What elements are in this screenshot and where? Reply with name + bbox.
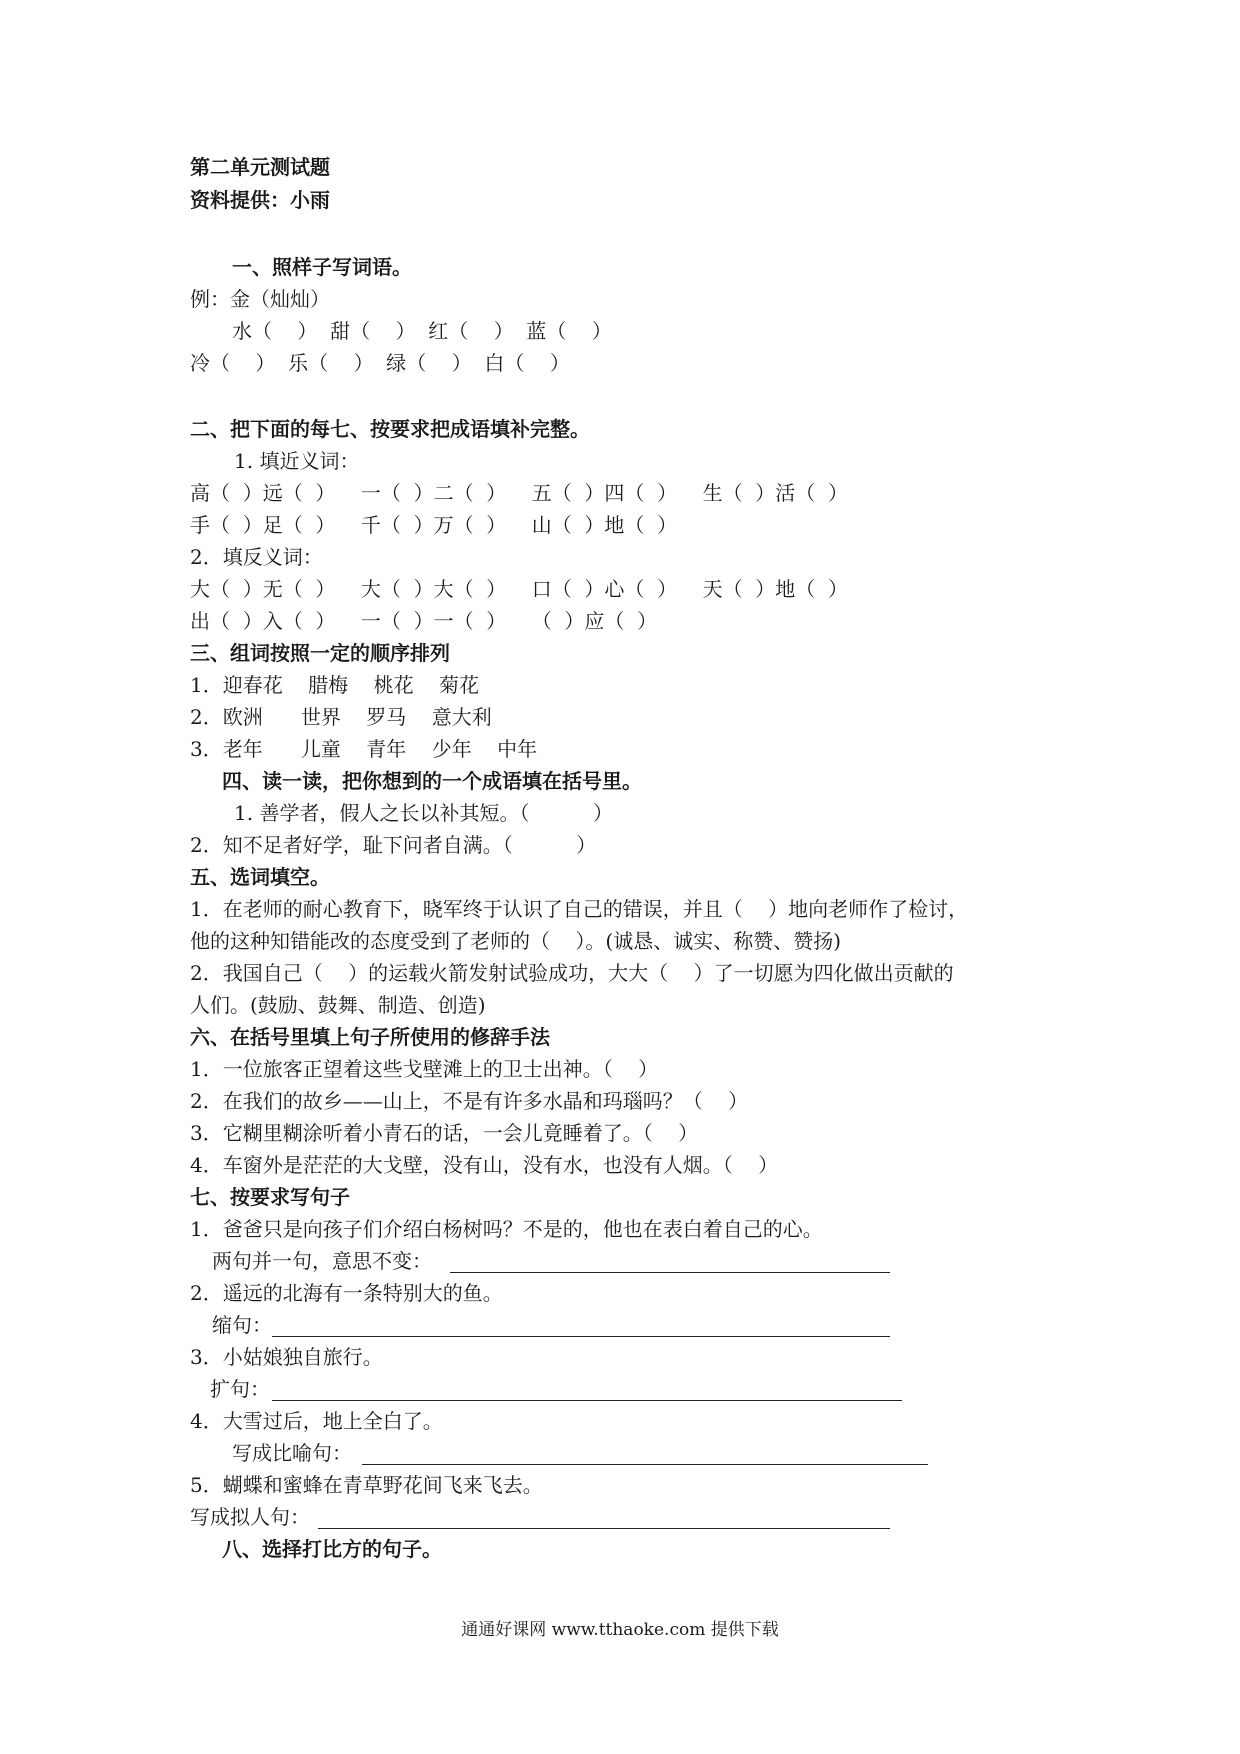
section-4-heading: 四、读一读，把你想到的一个成语填在括号里。 <box>222 769 642 793</box>
answer-line-3[interactable] <box>272 1400 902 1401</box>
section-6-item-1: 1．一位旅客正望着这些戈壁滩上的卫士出神。（ ） <box>190 1057 659 1081</box>
section-8-heading: 八、选择打比方的句子。 <box>222 1537 442 1561</box>
section-2-heading: 二、把下面的每七、按要求把成语填补完整。 <box>190 417 590 441</box>
section-3-heading: 三、组词按照一定的顺序排列 <box>190 641 450 665</box>
section-5-line-3: 2．我国自己（ ）的运载火箭发射试验成功，大大（ ）了一切愿为四化做出贡献的 <box>190 961 954 985</box>
section-7-prompt-4: 写成比喻句： <box>232 1441 352 1465</box>
section-1-example: 例：金（灿灿） <box>190 287 330 311</box>
section-4-item-2: 2．知不足者好学，耻下问者自满。（ ） <box>190 833 597 857</box>
answer-line-5[interactable] <box>318 1528 890 1529</box>
source-line: 资料提供：小雨 <box>190 188 330 212</box>
section-7-prompt-3: 扩句： <box>210 1377 270 1401</box>
section-4-item-1: 1. 善学者，假人之长以补其短。（ ） <box>234 801 614 825</box>
section-2-row-2: 手（ ）足（ ） 千（ ）万（ ） 山（ ）地（ ） <box>190 513 678 537</box>
section-7-question-3: 3．小姑娘独自旅行。 <box>190 1345 383 1369</box>
section-6-item-3: 3．它糊里糊涂听着小青石的话，一会儿竟睡着了。（ ） <box>190 1121 699 1145</box>
section-5-line-2: 他的这种知错能改的态度受到了老师的（ ）。(诚恳、诚实、称赞、赞扬) <box>190 929 842 953</box>
answer-line-2[interactable] <box>272 1336 890 1337</box>
section-5-line-4: 人们。(鼓励、鼓舞、制造、创造) <box>190 993 486 1017</box>
section-3-item-1: 1．迎春花 腊梅 桃花 菊花 <box>190 673 480 697</box>
section-2-row-4: 出（ ）入（ ） 一（ ）一（ ） （ ）应（ ） <box>190 609 658 633</box>
section-7-question-4: 4．大雪过后，地上全白了。 <box>190 1409 443 1433</box>
section-2-sub-2: 2．填反义词： <box>190 545 323 569</box>
page-title: 第二单元测试题 <box>190 155 330 179</box>
section-7-prompt-1: 两句并一句，意思不变： <box>212 1249 432 1273</box>
section-6-item-4: 4．车窗外是茫茫的大戈壁，没有山，没有水，也没有人烟。（ ） <box>190 1153 779 1177</box>
section-3-item-3: 3．老年 儿童 青年 少年 中年 <box>190 737 538 761</box>
section-6-heading: 六、在括号里填上句子所使用的修辞手法 <box>190 1025 550 1049</box>
answer-line-4[interactable] <box>362 1464 928 1465</box>
section-1-row-1: 水（ ） 甜（ ） 红（ ） 蓝（ ） <box>232 319 612 343</box>
section-2-row-1: 高（ ）远（ ） 一（ ）二（ ） 五（ ）四（ ） 生（ ）活（ ） <box>190 481 849 505</box>
section-7-question-2: 2．遥远的北海有一条特别大的鱼。 <box>190 1281 503 1305</box>
section-3-item-2: 2．欧洲 世界 罗马 意大利 <box>190 705 492 729</box>
section-7-question-5: 5．蝴蝶和蜜蜂在青草野花间飞来飞去。 <box>190 1473 543 1497</box>
section-2-sub-1: 1. 填近义词： <box>234 449 360 473</box>
section-2-row-3: 大（ ）无（ ） 大（ ）大（ ） 口（ ）心（ ） 天（ ）地（ ） <box>190 577 849 601</box>
section-7-prompt-5: 写成拟人句： <box>190 1505 310 1529</box>
section-5-heading: 五、选词填空。 <box>190 865 330 889</box>
page-footer: 通通好课网 www.tthaoke.com 提供下载 <box>461 1620 779 1640</box>
answer-line-1[interactable] <box>450 1272 890 1273</box>
section-5-line-1: 1．在老师的耐心教育下，晓军终于认识了自己的错误，并且（ ）地向老师作了检讨， <box>190 897 969 921</box>
section-6-item-2: 2．在我们的故乡——山上，不是有许多水晶和玛瑙吗？（ ） <box>190 1089 749 1113</box>
section-7-prompt-2: 缩句： <box>212 1313 272 1337</box>
section-7-heading: 七、按要求写句子 <box>190 1185 350 1209</box>
section-1-heading: 一、照样子写词语。 <box>232 255 412 279</box>
section-1-row-2: 冷（ ） 乐（ ） 绿（ ） 白（ ） <box>190 351 570 375</box>
section-7-question-1: 1．爸爸只是向孩子们介绍白杨树吗？不是的，他也在表白着自己的心。 <box>190 1217 823 1241</box>
